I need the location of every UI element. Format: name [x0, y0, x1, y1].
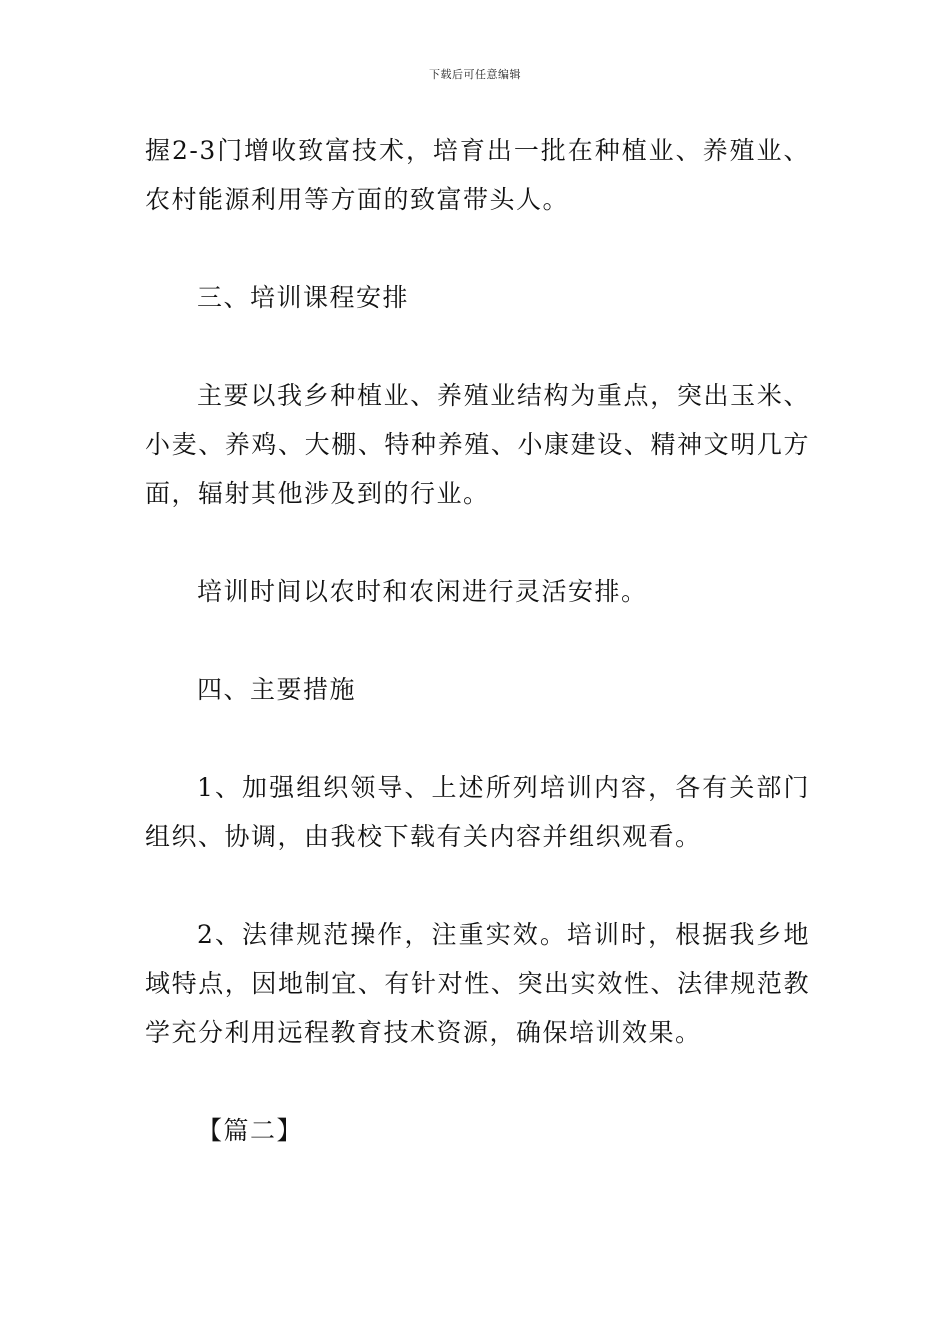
paragraph-measure-1: 1、加强组织领导、上述所列培训内容，各有关部门组织、协调，由我校下载有关内容并组织观看。: [145, 773, 810, 851]
paragraph-spacer: [145, 518, 810, 567]
paragraph-measure-2: 2、法律规范操作，注重实效。培训时，根据我乡地域特点，因地制宜、有针对性、突出实效性、法律规范教学充分利用远程教育技术资源，确保培训效果。: [145, 920, 810, 1047]
paragraph-spacer: [145, 714, 810, 763]
paragraph-spacer: [145, 224, 810, 273]
section-heading-part-two: 【篇二】: [197, 1116, 304, 1145]
paragraph-training-time: 培训时间以农时和农闲进行灵活安排。: [197, 577, 648, 606]
paragraph-spacer: [145, 616, 810, 665]
section-heading-course-arrangement: 三、培训课程安排: [197, 283, 410, 312]
paragraph-spacer: [145, 861, 810, 910]
section-heading-main-measures: 四、主要措施: [197, 675, 357, 704]
paragraph-skills-goal: 握2-3门增收致富技术，培育出一批在种植业、养殖业、农村能源利用等方面的致富带头人。: [145, 136, 810, 214]
paragraph-course-focus: 主要以我乡种植业、养殖业结构为重点，突出玉米、小麦、养鸡、大棚、特种养殖、小康建设、精神文明几方面，辐射其他涉及到的行业。: [145, 381, 810, 508]
document-body: [145, 126, 810, 1155]
paragraph-spacer: [145, 1057, 810, 1106]
page-header: 下载后可任意编辑: [429, 68, 521, 81]
paragraph-spacer: [145, 322, 810, 371]
